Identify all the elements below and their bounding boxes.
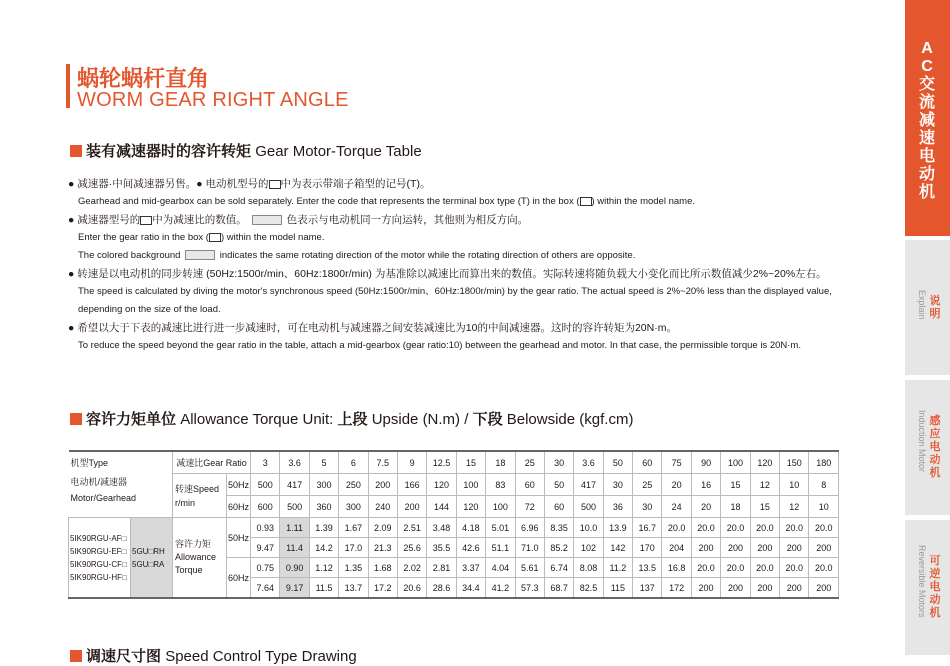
torque-cell: 42.6: [456, 538, 485, 558]
square-bullet-icon: [70, 650, 82, 662]
speed-cell: 166: [397, 474, 426, 496]
speed-cell: 18: [721, 496, 750, 518]
torque-cell: 170: [633, 538, 662, 558]
note-1-cn: ● 减速器·中间减速器另售。● 电动机型号的 中为表示带端子箱型的记号(T)。: [68, 178, 431, 190]
note-1-en: Gearhead and mid-gearbox can be sold separately. Enter the code that represents the terminal box type (T) in the box ( ) within the model name.: [78, 196, 695, 207]
torque-cell: 5.01: [486, 518, 515, 538]
motor-models: 5IK90RGU-AF□ 5IK90RGU-EF□ 5IK90RGU-CF□ 5IK90RGU-HF□: [69, 518, 131, 599]
speed-cell: 200: [397, 496, 426, 518]
model-type-label: 机型Type: [69, 451, 173, 474]
speed-cell: 500: [251, 474, 280, 496]
ratio-cell: 50: [603, 451, 632, 474]
speed-cell: 10: [809, 496, 839, 518]
ratio-cell: 100: [721, 451, 750, 474]
sidebar-tab-induction-en: Induction Motor: [917, 410, 927, 473]
sidebar-tab-explain[interactable]: [905, 240, 950, 375]
section-heading-allowance-torque: 容许力矩单位 Allowance Torque Unit: 上段 Upside (N.m) / 下段 Belowside (kgf.cm): [70, 408, 633, 429]
note-4-en: To reduce the speed beyond the gear ratio in the table, attach a mid-gearbox (gear ratio:10) between the gearhead and motor. In that case, the permissible torque is 20N·m.: [78, 340, 801, 351]
torque-cell: 200: [780, 538, 809, 558]
torque-cell: 1.39: [309, 518, 338, 538]
speed-60hz-label: 60Hz: [227, 496, 251, 518]
torque-cell: 34.4: [456, 578, 485, 599]
sidebar-main-tab[interactable]: [905, 0, 950, 236]
note-4-cn: ● 希望以大于下表的减速比进行进一步减速时，可在电动机与减速器之间安装减速比为10的中间减速器。这时的容许转矩为20N·m。: [68, 322, 677, 334]
speed-cell: 12: [780, 496, 809, 518]
torque-cell: 13.5: [633, 558, 662, 578]
square-bullet-icon: [70, 145, 82, 157]
torque-cell: 1.68: [368, 558, 397, 578]
section-heading-speed-control: 调速尺寸图 Speed Control Type Drawing: [70, 645, 357, 666]
ratio-cell: 9: [397, 451, 426, 474]
ratio-cell: 150: [780, 451, 809, 474]
speed-label: 转速Speed r/min: [173, 474, 227, 518]
box-icon: [209, 233, 221, 242]
speed-cell: 100: [486, 496, 515, 518]
note-2-en-2: The colored background indicates the same rotating direction of the motor while the rotating direction of others are opposite.: [78, 250, 636, 261]
torque-cell: 200: [750, 538, 779, 558]
torque-cell: 20.0: [691, 558, 720, 578]
speed-cell: 417: [280, 474, 309, 496]
ratio-cell: 90: [691, 451, 720, 474]
sidebar-tab-induction-cn: 感 应 电 动 机: [929, 415, 941, 479]
speed-cell: 83: [486, 474, 515, 496]
shade-swatch: [185, 250, 215, 260]
torque-cell: 21.3: [368, 538, 397, 558]
box-icon: [269, 180, 281, 189]
ratio-cell: 18: [486, 451, 515, 474]
torque-cell: 0.93: [251, 518, 280, 538]
ratio-cell: 25: [515, 451, 544, 474]
torque-cell: 1.12: [309, 558, 338, 578]
torque-cell: 20.0: [780, 558, 809, 578]
torque-cell: 200: [691, 538, 720, 558]
ratio-cell: 3.6: [574, 451, 603, 474]
box-icon: [580, 197, 592, 206]
speed-cell: 120: [427, 474, 456, 496]
ratio-cell: 12.5: [427, 451, 456, 474]
shade-swatch: [252, 215, 282, 225]
speed-cell: 12: [750, 474, 779, 496]
speed-cell: 360: [309, 496, 338, 518]
page-title-cn: 蜗轮蜗杆直角: [77, 66, 210, 91]
ratio-cell: 5: [309, 451, 338, 474]
sidebar-main-label: A C 交 流 减 速 电 动 机: [918, 40, 935, 201]
torque-cell: 20.0: [809, 518, 839, 538]
ratio-cell: 3.6: [280, 451, 309, 474]
ratio-cell: 30: [544, 451, 573, 474]
ratio-cell: 3: [251, 451, 280, 474]
torque-cell: 82.5: [574, 578, 603, 599]
motor-gear-label: 电动机/减速器 Motor/Gearhead: [69, 474, 173, 518]
torque-cell: 1.67: [339, 518, 368, 538]
speed-cell: 500: [280, 496, 309, 518]
speed-cell: 200: [368, 474, 397, 496]
torque-cell: 10.0: [574, 518, 603, 538]
torque-cell: 7.64: [251, 578, 280, 599]
torque-cell: 11.2: [603, 558, 632, 578]
torque-cell: 8.35: [544, 518, 573, 538]
note-2-en-1: Enter the gear ratio in the box ( ) within the model name.: [78, 232, 325, 243]
torque-cell: 2.02: [397, 558, 426, 578]
torque-cell: 71.0: [515, 538, 544, 558]
torque-cell: 4.18: [456, 518, 485, 538]
torque-cell: 4.04: [486, 558, 515, 578]
sidebar-tab-reversible-en: Reversible Motors: [917, 545, 927, 618]
torque-cell: 11.4: [280, 538, 309, 558]
torque-cell: 20.0: [750, 518, 779, 538]
title-accent-bar: [66, 64, 70, 108]
speed-cell: 20: [691, 496, 720, 518]
note-2-cn: ● 减速器型号的 中为减速比的数值。 色表示与电动机同一方向运转，其他则为相反方向。: [68, 214, 529, 226]
torque-cell: 6.74: [544, 558, 573, 578]
torque-cell: 17.2: [368, 578, 397, 599]
torque-cell: 0.90: [280, 558, 309, 578]
torque-cell: 5.61: [515, 558, 544, 578]
speed-cell: 15: [750, 496, 779, 518]
speed-cell: 300: [309, 474, 338, 496]
torque-cell: 137: [633, 578, 662, 599]
torque-cell: 11.5: [309, 578, 338, 599]
torque-50hz-label: 50Hz: [227, 518, 251, 558]
torque-cell: 200: [750, 578, 779, 599]
speed-cell: 36: [603, 496, 632, 518]
torque-cell: 0.75: [251, 558, 280, 578]
torque-cell: 20.0: [780, 518, 809, 538]
sidebar-tab-induction[interactable]: [905, 380, 950, 515]
torque-cell: 20.0: [691, 518, 720, 538]
torque-cell: 3.37: [456, 558, 485, 578]
torque-cell: 13.9: [603, 518, 632, 538]
speed-cell: 30: [633, 496, 662, 518]
speed-cell: 24: [662, 496, 691, 518]
torque-cell: 16.7: [633, 518, 662, 538]
speed-cell: 417: [574, 474, 603, 496]
speed-cell: 120: [456, 496, 485, 518]
ratio-row: [69, 451, 839, 474]
torque-cell: 25.6: [397, 538, 426, 558]
torque-cell: 28.6: [427, 578, 456, 599]
speed-50-row: [69, 474, 839, 496]
speed-cell: 50: [544, 474, 573, 496]
speed-cell: 250: [339, 474, 368, 496]
torque-cell: 200: [809, 578, 839, 599]
torque-cell: 13.7: [339, 578, 368, 599]
torque-cell: 115: [603, 578, 632, 599]
torque-cell: 9.17: [280, 578, 309, 599]
torque-cell: 6.96: [515, 518, 544, 538]
speed-cell: 300: [339, 496, 368, 518]
torque-cell: 2.51: [397, 518, 426, 538]
torque-50-nm-row: [69, 518, 839, 538]
section-heading-torque-table: 装有减速器时的容许转矩 Gear Motor-Torque Table: [70, 140, 422, 161]
torque-cell: 200: [721, 538, 750, 558]
torque-cell: 14.2: [309, 538, 338, 558]
speed-cell: 10: [780, 474, 809, 496]
ratio-cell: 75: [662, 451, 691, 474]
torque-cell: 16.8: [662, 558, 691, 578]
torque-cell: 2.09: [368, 518, 397, 538]
speed-cell: 60: [544, 496, 573, 518]
torque-cell: 17.0: [339, 538, 368, 558]
torque-cell: 142: [603, 538, 632, 558]
note-3-cn: ● 转速是以电动机的同步转速 (50Hz:1500r/min、60Hz:1800r/min) 为基准除以减速比而算出来的数值。实际转速将随负载大小变化而比所示数值减少2%~20%左右。: [68, 268, 827, 280]
torque-cell: 102: [574, 538, 603, 558]
torque-cell: 200: [809, 538, 839, 558]
torque-cell: 85.2: [544, 538, 573, 558]
box-icon: [140, 216, 152, 225]
torque-cell: 20.0: [809, 558, 839, 578]
torque-cell: 204: [662, 538, 691, 558]
speed-cell: 60: [515, 474, 544, 496]
ratio-cell: 7.5: [368, 451, 397, 474]
torque-cell: 35.5: [427, 538, 456, 558]
torque-cell: 1.11: [280, 518, 309, 538]
ratio-cell: 6: [339, 451, 368, 474]
torque-cell: 200: [721, 578, 750, 599]
torque-cell: 57.3: [515, 578, 544, 599]
note-3-en: The speed is calculated by diving the motor's synchronous speed (50Hz:1500r/min、60Hz:1800r/min) by the gear ratio. The actual speed is 2%~20% less than the displayed value, depending on the size of the load.: [78, 286, 832, 315]
speed-cell: 16: [691, 474, 720, 496]
speed-cell: 8: [809, 474, 839, 496]
gear-ratio-label: 减速比Gear Ratio: [173, 451, 251, 474]
torque-60hz-label: 60Hz: [227, 558, 251, 599]
torque-cell: 20.0: [721, 518, 750, 538]
speed-cell: 600: [251, 496, 280, 518]
ratio-cell: 60: [633, 451, 662, 474]
speed-cell: 240: [368, 496, 397, 518]
sidebar-tab-explain-en: Explain: [917, 290, 927, 320]
torque-cell: 8.08: [574, 558, 603, 578]
torque-cell: 200: [691, 578, 720, 599]
ratio-cell: 15: [456, 451, 485, 474]
sidebar-tab-explain-cn: 说 明: [929, 295, 941, 320]
sidebar-tab-reversible[interactable]: [905, 520, 950, 655]
torque-cell: 41.2: [486, 578, 515, 599]
torque-table: [68, 450, 839, 599]
torque-cell: 20.0: [750, 558, 779, 578]
torque-cell: 3.48: [427, 518, 456, 538]
speed-cell: 20: [662, 474, 691, 496]
torque-cell: 20.0: [721, 558, 750, 578]
torque-label: 容许力矩 Allowance Torque: [173, 518, 227, 599]
speed-cell: 72: [515, 496, 544, 518]
page-title-en: WORM GEAR RIGHT ANGLE: [77, 89, 349, 111]
torque-cell: 1.35: [339, 558, 368, 578]
speed-cell: 500: [574, 496, 603, 518]
speed-cell: 15: [721, 474, 750, 496]
torque-cell: 20.0: [662, 518, 691, 538]
torque-cell: 9.47: [251, 538, 280, 558]
speed-cell: 100: [456, 474, 485, 496]
square-bullet-icon: [70, 413, 82, 425]
torque-cell: 20.6: [397, 578, 426, 599]
speed-50hz-label: 50Hz: [227, 474, 251, 496]
speed-cell: 144: [427, 496, 456, 518]
sidebar-tab-reversible-cn: 可 逆 电 动 机: [929, 555, 941, 619]
torque-cell: 200: [780, 578, 809, 599]
speed-cell: 25: [633, 474, 662, 496]
torque-cell: 51.1: [486, 538, 515, 558]
notes-block: [68, 175, 868, 355]
ratio-cell: 180: [809, 451, 839, 474]
gearhead-models: 5GU□RH 5GU□RA: [131, 518, 173, 599]
torque-cell: 68.7: [544, 578, 573, 599]
ratio-cell: 120: [750, 451, 779, 474]
torque-cell: 172: [662, 578, 691, 599]
speed-cell: 30: [603, 474, 632, 496]
torque-cell: 2.81: [427, 558, 456, 578]
